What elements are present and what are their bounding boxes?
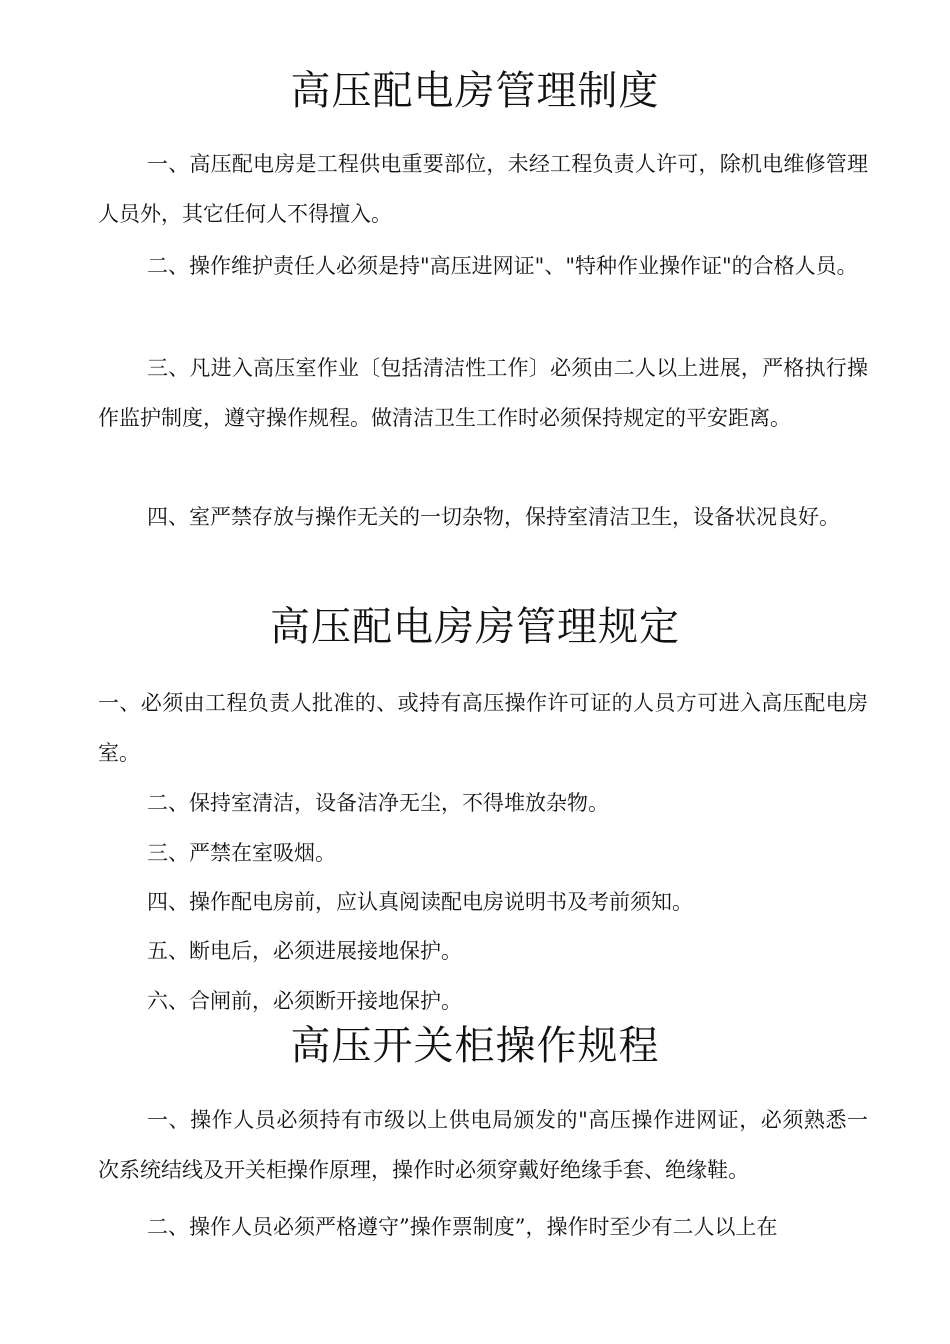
section-title-power-room-rules: 高压配电房管理制度 xyxy=(290,68,660,114)
paragraph: 二、保持室清洁，设备洁净无尘，不得堆放杂物。 xyxy=(147,791,609,815)
paragraph: 四、室严禁存放与操作无关的一切杂物，保持室清洁卫生，设备状况良好。 xyxy=(147,505,840,529)
paragraph: 一、操作人员必须持有市级以上供电局颁发的"高压操作进网证，必须熟悉一次系统结线及开关柜操作原理，操作时必须穿戴好绝缘手套、绝缘鞋。 xyxy=(98,1108,868,1182)
paragraph: 四、操作配电房前，应认真阅读配电房说明书及考前须知。 xyxy=(147,890,693,914)
paragraph: 三、严禁在室吸烟。 xyxy=(147,841,336,865)
paragraph: 二、操作人员必须严格遵守”操作票制度”，操作时至少有二人以上在 xyxy=(147,1215,778,1239)
section-title-power-room-regulations: 高压配电房房管理规定 xyxy=(270,604,680,650)
paragraph: 二、操作维护责任人必须是持"高压进网证"、"特种作业操作证"的合格人员。 xyxy=(147,254,858,278)
paragraph: 一、高压配电房是工程供电重要部位，未经工程负责人许可，除机电维修管理人员外，其它任何人不得擅入。 xyxy=(98,152,868,226)
paragraph: 一、必须由工程负责人批准的、或持有高压操作许可证的人员方可进入高压配电房室。 xyxy=(98,691,868,765)
section-title-switchgear-procedure: 高压开关柜操作规程 xyxy=(290,1023,660,1069)
paragraph: 五、断电后，必须进展接地保护。 xyxy=(147,939,462,963)
paragraph: 六、合闸前，必须断开接地保护。 xyxy=(147,989,462,1013)
paragraph: 三、凡进入高压室作业〔包括清洁性工作〕必须由二人以上进展，严格执行操作监护制度，遵守操作规程。做清洁卫生工作时必须保持规定的平安距离。 xyxy=(98,356,868,430)
